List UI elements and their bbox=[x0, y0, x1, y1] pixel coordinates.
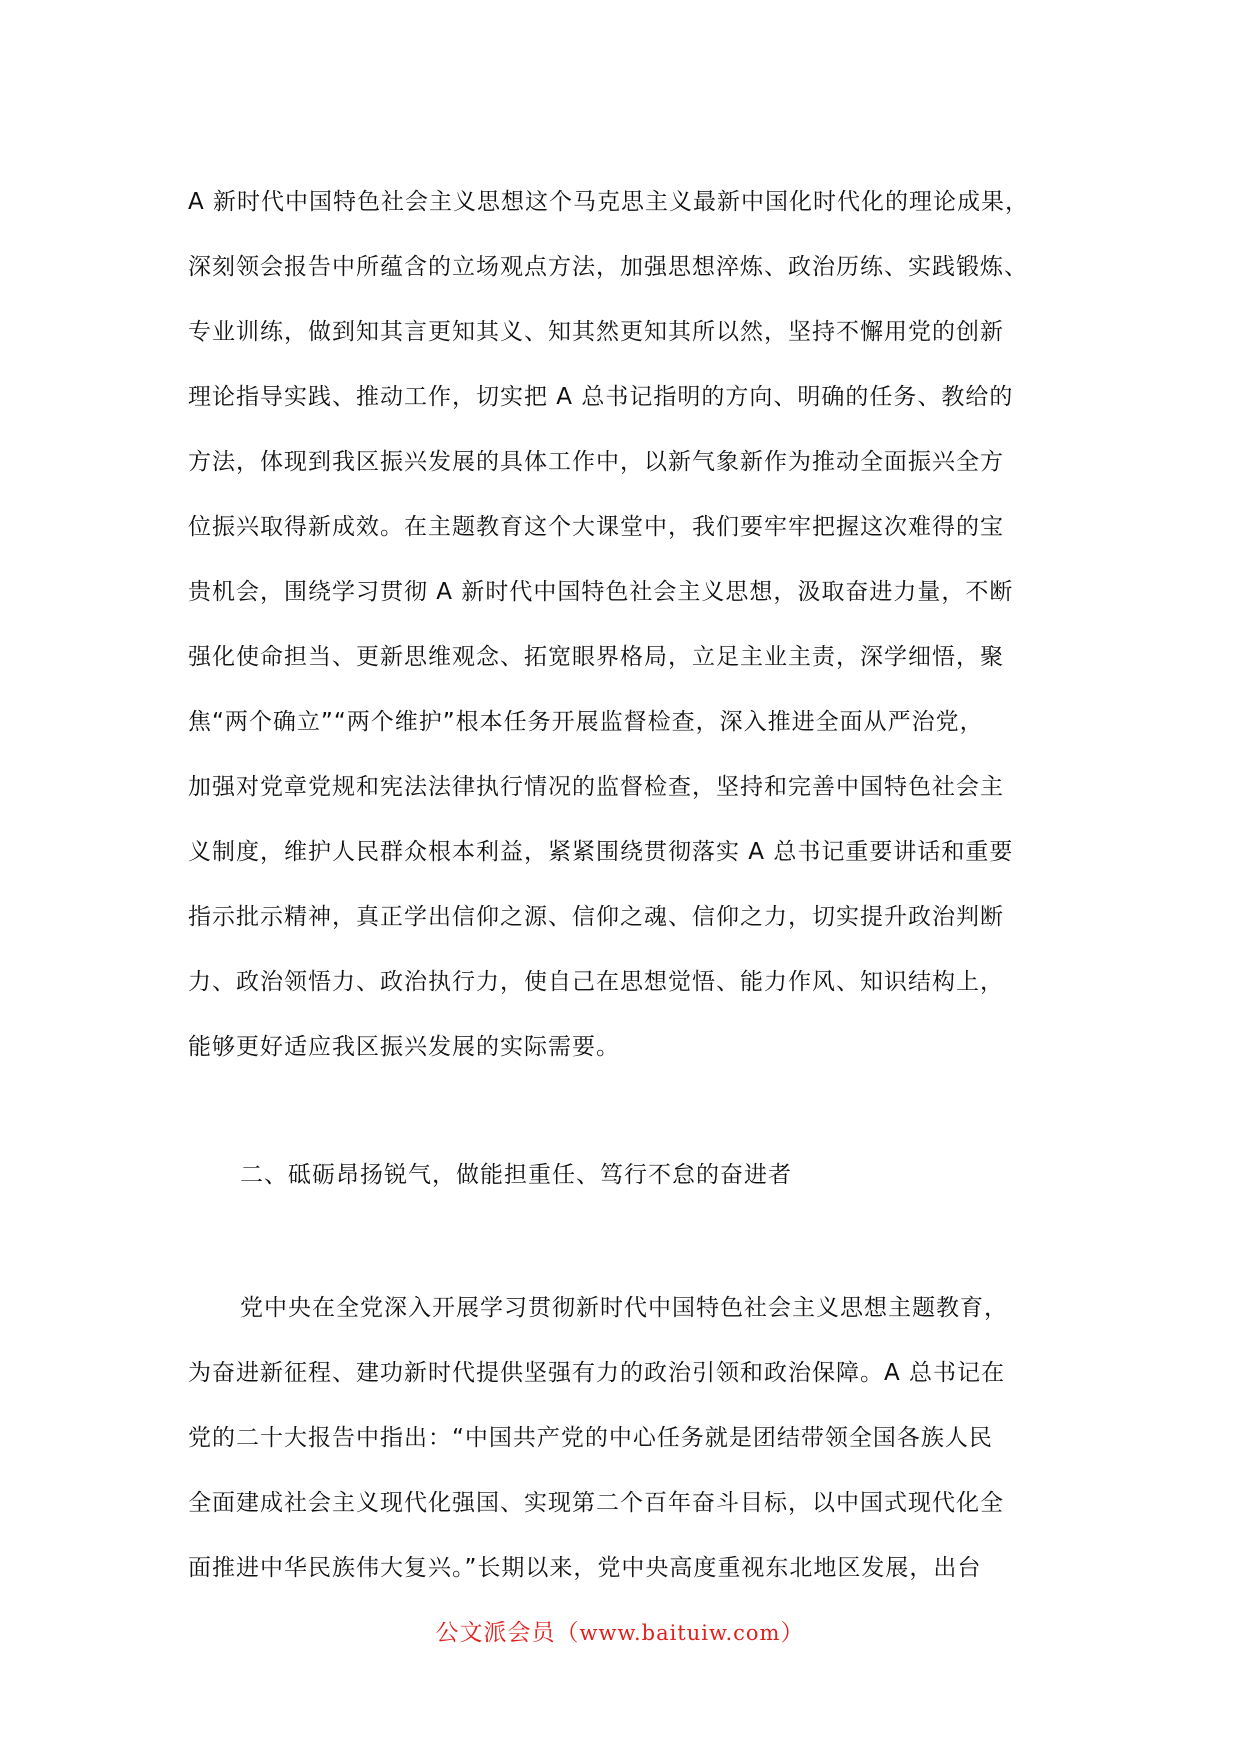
footer-brand: 公文派会员 bbox=[435, 1620, 556, 1646]
footer-close-paren: ） bbox=[780, 1620, 805, 1646]
paragraph-line: 理论指导实践、推动工作，切实把 A 总书记指明的方向、明确的任务、教给的 bbox=[188, 384, 1014, 410]
paragraph-line: 位振兴取得新成效。在主题教育这个大课堂中，我们要牢牢把握这次难得的宝 bbox=[188, 514, 1004, 540]
footer-watermark bbox=[0, 1614, 1240, 1647]
paragraph-line: 党的二十大报告中指出：“中国共产党的中心任务就是团结带领全国各族人民 bbox=[188, 1425, 993, 1451]
paragraph-line: 为奋进新征程、建功新时代提供坚强有力的政治引领和政治保障。A 总书记在 bbox=[188, 1360, 1006, 1386]
paragraph-line: 能够更好适应我区振兴发展的实际需要。 bbox=[188, 1034, 620, 1060]
paragraph-line: 强化使命担当、更新思维观念、拓宽眼界格局，立足主业主责，深学细悟，聚 bbox=[188, 644, 1004, 670]
paragraph-1 bbox=[188, 170, 1088, 1080]
paragraph-line: A 新时代中国特色社会主义思想这个马克思主义最新中国化时代化的理论成果， bbox=[188, 189, 1030, 215]
footer-url-link[interactable]: www.baituiw.com bbox=[579, 1621, 781, 1645]
paragraph-line: 指示批示精神，真正学出信仰之源、信仰之魂、信仰之力，切实提升政治判断 bbox=[188, 904, 1004, 930]
paragraph-line: 专业训练，做到知其言更知其义、知其然更知其所以然，坚持不懈用党的创新 bbox=[188, 319, 1004, 345]
paragraph-line: 加强对党章党规和宪法法律执行情况的监督检查，坚持和完善中国特色社会主 bbox=[188, 774, 1004, 800]
paragraph-line: 党中央在全党深入开展学习贯彻新时代中国特色社会主义思想主题教育， bbox=[240, 1295, 1008, 1321]
paragraph-line: 焦“两个确立”“两个维护”根本任务开展监督检查，深入推进全面从严治党， bbox=[188, 709, 984, 735]
footer-open-paren: （ bbox=[555, 1620, 580, 1646]
paragraph-line: 面推进中华民族伟大复兴。”长期以来，党中央高度重视东北地区发展，出台 bbox=[188, 1555, 982, 1581]
paragraph-2 bbox=[188, 1276, 1088, 1601]
paragraph-line: 全面建成社会主义现代化强国、实现第二个百年奋斗目标，以中国式现代化全 bbox=[188, 1490, 1004, 1516]
section-heading: 二、砥砺昂扬锐气，做能担重任、笃行不怠的奋进者 bbox=[240, 1162, 792, 1188]
paragraph-line: 贵机会，围绕学习贯彻 A 新时代中国特色社会主义思想，汲取奋进力量，不断 bbox=[188, 579, 1014, 605]
paragraph-line: 深刻领会报告中所蕴含的立场观点方法，加强思想淬炼、政治历练、实践锻炼、 bbox=[188, 254, 1028, 280]
paragraph-line: 方法，体现到我区振兴发展的具体工作中，以新气象新作为推动全面振兴全方 bbox=[188, 449, 1004, 475]
paragraph-line: 义制度，维护人民群众根本利益，紧紧围绕贯彻落实 A 总书记重要讲话和重要 bbox=[188, 839, 1014, 865]
paragraph-line: 力、政治领悟力、政治执行力，使自己在思想觉悟、能力作风、知识结构上， bbox=[188, 969, 1004, 995]
